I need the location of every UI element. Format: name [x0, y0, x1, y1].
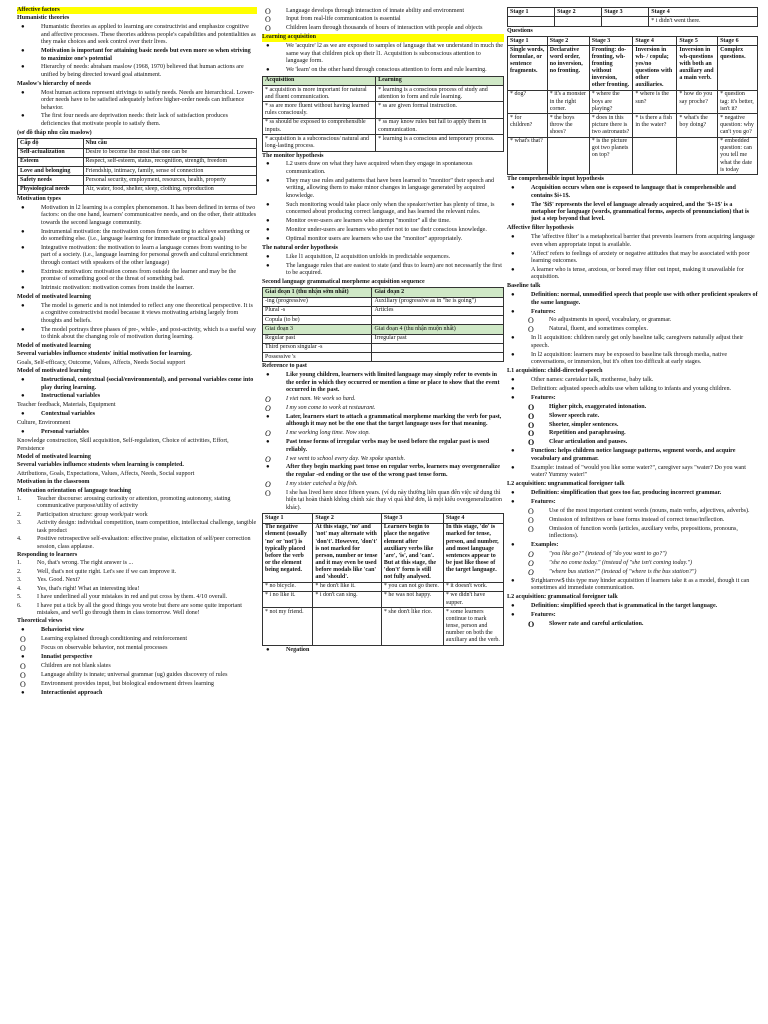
section-heading: Model of motivated learning — [17, 368, 91, 375]
bullet-item: ● Behaviorist view — [17, 627, 257, 634]
bullet-item: ● Negation — [262, 647, 504, 654]
neg-cell: Learners begin to place the negative element after auxiliary verbs like 'are', 'is', and 'can'. But at this stage, the 'don't' form is still not fully analysed. — [381, 523, 443, 582]
q6-cell: * question tag: it's better, isn't it? — [718, 90, 758, 113]
section-heading: Reference to past — [262, 363, 307, 370]
neg-cell: The negative element (usually 'no' or 'not') is typically placed before the verb or the element being negated. — [263, 523, 313, 582]
neg-cell: Stage 4 — [443, 514, 503, 523]
item-text: Yes, that's right! What an interesting idea! — [37, 585, 140, 592]
item-text: Activity design: individual competition, team competition, intellectual challenge, tangible task product — [37, 520, 257, 534]
section-heading: Maslow's hierarchy of needs — [17, 80, 91, 87]
bullet-item: ● Later, learners start to attach a grammatical morpheme marking the verb for past, although it may not be the one that the target language uses for that meaning. — [262, 414, 504, 429]
acq-cell: * learning is a conscious process of study and attention to form and rule learning. — [376, 86, 504, 102]
q4-row — [508, 17, 758, 26]
neg-row — [263, 582, 504, 591]
morph-cell: Third person singular -s — [263, 343, 372, 352]
acq-cell: Learning — [376, 76, 504, 85]
bullet-item: ● L2 users draw on what they have acquired when they engage in spontaneous communication. — [262, 161, 504, 176]
section-heading: Model of motivated learning — [17, 293, 91, 300]
sub-bullet-item: O Omission of function words (articles, auxiliary verbs, prepositions, pronouns, inflections). — [525, 526, 758, 541]
acq-row — [263, 86, 504, 102]
neg-cell: * we didn't have supper. — [443, 591, 503, 607]
q6-cell: Stage 3 — [589, 36, 633, 45]
acq-cell: * acquisition is more important for natural and fluent communication. — [263, 86, 376, 102]
neg-cell: * no bicycle. — [263, 582, 313, 591]
q6-cell: * embedded question: can you tell me what the date is today — [718, 137, 758, 175]
q6-cell: * is there a fish in the water? — [633, 114, 677, 137]
bullet-item: ● Definition: simplification that goes too far, producing incorrect grammar. — [507, 490, 758, 497]
sub-bullet-item: O Environment provides input, but biological endowment drives learning — [17, 681, 257, 688]
item-number: 6. — [17, 602, 22, 609]
sub-bullet-item: O Omission of infinitives or base forms instead of correct tense/inflection. — [525, 517, 758, 524]
acq-cell: * ss should be exposed to comprehensible inputs. — [263, 118, 376, 134]
sub-bullet-item: O I viet nam. We work so hard. — [262, 396, 504, 403]
morph-row — [263, 306, 504, 315]
column-middle — [262, 6, 504, 1020]
sub-bullet-item: O I me working long time. Now stop. — [262, 430, 504, 437]
bullet-item: ● Other names: caretaker talk, motherese, baby talk. — [507, 377, 758, 384]
bullet-item: ● Like young children, learners with limited language may simply refer to events in the order in which they occurred or mention a time or place to show that the event occurred in the past. — [262, 372, 504, 394]
bullet-item: ● Monitor under-users are learners who prefer not to use their conscious knowledge. — [262, 227, 504, 234]
bullet-item: ● The first four needs are deprivation needs: their lack of satisfaction produces deficiencies that motivate people to satisfy them. — [17, 113, 257, 128]
q6-cell: * what's the boy doing? — [677, 114, 718, 137]
item-number: 2. — [17, 511, 22, 518]
bullet-item: ● Hierarchy of needs: abraham maslow (1968, 1970) believed that human actions are unified by being directed toward goal attainment. — [17, 64, 257, 79]
bullet-item: ● A learner who is tense, anxious, or bored may filter out input, making it unavailable for acquisition. — [507, 267, 758, 282]
neg-cell: * some learners continue to mark tense, person and number on both the auxiliary and the verb. — [443, 608, 503, 646]
acq-table — [262, 76, 504, 152]
text-line: Goals, Self-efficacy, Outcome, Values, Affects, Needs Social support — [17, 359, 186, 366]
neg-cell: In this stage, 'do' is marked for tense, person, and number, and most language sentences appear to be just like those of the target language. — [443, 523, 503, 582]
section-heading: L1 acquisition: child-directed speech — [507, 368, 603, 374]
section-heading: Motivation types — [17, 195, 61, 202]
maslow-cell: Esteem — [18, 157, 84, 166]
acq-cell: * acquisition is a subconscious/ natural and long-lasting process. — [263, 135, 376, 151]
q6-cell — [547, 137, 589, 175]
neg-cell: * she don't like rice. — [381, 608, 443, 646]
bullet-item: ● Example: instead of "would you like some water?", caregiver says "water? Do you want water? Yummy water!" — [507, 465, 758, 480]
bullet-item: ● Acquisition occurs when one is exposed to language that is comprehensible and contains $i+1$. — [507, 185, 758, 200]
morph-cell: Regular past — [263, 334, 372, 343]
q6-cell: * what's that? — [508, 137, 548, 175]
bullet-item: ● Function: helps children notice language patterns, segment words, and acquire vocabulary and grammar. — [507, 448, 758, 463]
q6-cell: Inversion in wh-questions with both an auxiliary and a main verb. — [677, 46, 718, 91]
item-text: Participation structure: group work/pair work — [37, 511, 148, 518]
q4-cell: Stage 1 — [508, 8, 555, 17]
acq-cell: * ss may know rules but fail to apply them in communication. — [376, 118, 504, 134]
sub-bullet-item: O I my son come to work at restaurant. — [262, 405, 504, 412]
neg-row — [263, 591, 504, 607]
q4-cell — [602, 17, 649, 26]
sub-bullet-item: O Slower speech rate. — [525, 413, 758, 420]
q6-cell: Declarative word order, no inversion, no fronting. — [547, 46, 589, 91]
morph-row — [263, 334, 504, 343]
bullet-item: ● Humanistic theories as applied to learning are constructivist and emphasize cognitive and affective processes. These theories address people's capabilities and potentialities as they make choices and seek control over their lives. — [17, 24, 257, 46]
item-number: 5. — [17, 594, 22, 601]
sub-bullet-item: O Learning explained through conditioning and reinforcement — [17, 636, 257, 643]
q6-table — [507, 36, 758, 175]
numbered-item — [17, 586, 257, 593]
bullet-item: ● $\rightarrow$ this type may hinder acquisition if learners take it as a model, though it can sometimes aid immediate communication. — [507, 578, 758, 593]
section-heading: (sơ đồ tháp nhu cầu maslow) — [17, 129, 92, 136]
q6-cell: * does in this picture there is two astronauts? — [589, 114, 633, 137]
acq-cell: * ss are given formal instruction. — [376, 102, 504, 118]
item-text: Positive retrospective self-evaluation: effective praise, elicitation of self/peer correction session, class applause. — [37, 536, 251, 550]
morph-row — [263, 343, 504, 352]
neg-cell: * i don't can sing. — [313, 591, 382, 607]
sub-bullet-item: O Children are not blank slates — [17, 663, 257, 670]
maslow-cell: Cấp độ — [18, 139, 84, 148]
morph-cell: Giai đoạn 1 (thu nhận sớm nhất) — [263, 288, 372, 297]
item-number: 1. — [17, 496, 22, 503]
bullet-item: ● Motivation is important for attaining basic needs but even more so when striving to maximize one's potential — [17, 48, 257, 63]
morph-cell: Copula (to be) — [263, 316, 372, 325]
sub-bullet-item: O Natural, fluent, and sometimes complex. — [525, 326, 758, 333]
neg-cell: Stage 3 — [381, 514, 443, 523]
neg-cell — [313, 608, 382, 646]
section-heading: Questions — [507, 27, 533, 34]
bullet-item: ● Interactionist approach — [17, 690, 257, 697]
neg-table — [262, 513, 504, 645]
sub-bullet-item: O "you like go?" (instead of "do you want to go?") — [525, 551, 758, 558]
q4-cell: * i didn't went there. — [649, 17, 758, 26]
q6-cell: Complex questions. — [718, 46, 758, 91]
text-line: Culture, Environment — [17, 420, 71, 427]
acq-row — [263, 76, 504, 85]
neg-cell: * he don't like it. — [313, 582, 382, 591]
bullet-item: ● In l2 acquisition: learners may be exposed to baseline talk through media, native conversations, or immersion, but it's often too difficult at early stages. — [507, 352, 758, 367]
maslow-cell: Love and belonging — [18, 167, 84, 176]
q6-row — [508, 90, 758, 113]
sub-bullet-item: O Language ability is innate; universal grammar (ug) guides discovery of rules — [17, 672, 257, 679]
neg-cell: * you can not go there. — [381, 582, 443, 591]
bullet-item: ● Such monitoring would take place only when the speaker/writer has plenty of time, is concerned about producing correct language, and has learned the relevant rules. — [262, 202, 504, 217]
numbered-item — [17, 536, 257, 551]
acq-cell: * ss are more fluent without having learned rules consciously. — [263, 102, 376, 118]
bullet-item: ● Instrumental motivation: the motivation comes from wanting to achieve something or do something else. (i.e., language learning for immediate or practical goals) — [17, 229, 257, 244]
column-right — [507, 6, 758, 1020]
numbered-item — [17, 560, 257, 567]
q6-cell: * for children? — [508, 114, 548, 137]
morph-cell — [372, 353, 504, 362]
q6-row — [508, 137, 758, 175]
maslow-row — [18, 176, 257, 185]
bullet-item: ● They may use rules and patterns that have been learned to "monitor" their speech and writing, allowing them to make minor changes in language generated by acquired knowledge. — [262, 178, 504, 200]
acq-cell: Acquisition — [263, 76, 376, 85]
bullet-item: ● Integrative motivation: the motivation to learn a language comes from wanting to be part of a society. (i.e., language learning for personal growth and cultural enrichment through contact with speakers of the other language) — [17, 245, 257, 267]
morph-cell: -ing (progressive) — [263, 297, 372, 306]
section-heading: Second language grammatical morpheme acquisition sequence — [262, 278, 425, 285]
section-heading: Humanistic theories — [17, 15, 70, 22]
q6-cell: Single words, formulae, or sentence fragments. — [508, 46, 548, 91]
neg-cell: * not my friend. — [263, 608, 313, 646]
item-number: 1. — [17, 560, 22, 567]
maslow-cell: Friendship, intimacy, family, sense of connection — [83, 167, 257, 176]
morph-row — [263, 353, 504, 362]
section-heading: Several variables influence students' initial motivation for learning. — [17, 351, 192, 358]
numbered-item — [17, 603, 257, 618]
maslow-cell: Personal security, employment, resources, health, property — [83, 176, 257, 185]
item-number: 3. — [17, 520, 22, 527]
sub-bullet-item: O I she has lived here since fifteen years. (ví dụ này thường liên quan đến việc sử dụng thì hiện tại hoàn thành không chính xác thay vì quá khứ đơn, là một kiểu overgeneralization khác). — [262, 490, 504, 512]
neg-cell: Stage 2 — [313, 514, 382, 523]
maslow-row — [18, 139, 257, 148]
q4-cell — [508, 17, 555, 26]
sub-bullet-item: O Higher pitch, exaggerated intonation. — [525, 404, 758, 411]
section-heading: Baseline talk — [507, 283, 541, 290]
item-number: 3. — [17, 577, 22, 584]
numbered-item — [17, 594, 257, 601]
morph-cell: Articles — [372, 306, 504, 315]
sub-bullet-item: O I we went to school every day. We spoke spanish. — [262, 456, 504, 463]
sub-bullet-item: O "where bus station?" (instead of "where is the bus station?") — [525, 569, 758, 576]
item-number: 2. — [17, 568, 22, 575]
numbered-item — [17, 577, 257, 584]
numbered-item — [17, 569, 257, 576]
morph-cell: Plural -s — [263, 306, 372, 315]
numbered-item — [17, 512, 257, 519]
text-line: Attributions, Goals, Expectations, Values, Affects, Needs, Social support — [17, 470, 195, 477]
section-heading: Affective filter hypothesis — [507, 225, 574, 232]
acq-cell: * learning is a conscious and temporary process. — [376, 135, 504, 151]
maslow-cell: Safety needs — [18, 176, 84, 185]
bullet-item: ● Instructional, contextual (social/environmental), and personal variables come into play during learning. — [17, 377, 257, 392]
neg-row — [263, 514, 504, 523]
item-text: I have underlined all your mistakes in red and put cross by them. 4/10 overall. — [37, 594, 228, 601]
morph-row — [263, 316, 504, 325]
q6-cell: * where the boys are playing? — [589, 90, 633, 113]
bullet-item: ● Like l1 acquisition, l2 acquisition unfolds in predictable sequences. — [262, 254, 504, 261]
section-heading: Model of motivated learning — [17, 453, 91, 460]
q6-cell: * how do you say proche? — [677, 90, 718, 113]
sub-bullet-item: O Children learn through thousands of hours of interaction with people and objects — [262, 25, 504, 32]
section-heading: The monitor hypothesis — [262, 152, 324, 159]
morph-cell: Irregular past — [372, 334, 504, 343]
maslow-cell: Air, water, food, shelter, sleep, clothing, reproduction — [83, 185, 257, 194]
bullet-item: ● Monitor over-users are learners who attempt "monitor" all the time. — [262, 218, 504, 225]
section-heading: L2 acquisition: grammatical foreigner talk — [507, 593, 618, 600]
bullet-item: ● Definition: normal, unmodified speech that people use with other proficient speakers of the same language. — [507, 292, 758, 307]
morph-row — [263, 297, 504, 306]
neg-row — [263, 608, 504, 646]
maslow-row — [18, 185, 257, 194]
q4-cell: Stage 2 — [555, 8, 602, 17]
bullet-item: ● Features: — [507, 612, 758, 619]
morph-cell: Auxiliary (progressive as in "he is going") — [372, 297, 504, 306]
numbered-item — [17, 520, 257, 535]
q6-cell: * the boys throw the shoes? — [547, 114, 589, 137]
morph-cell: Possessive 's — [263, 353, 372, 362]
text-line: Teacher feedback, Materials, Equipment — [17, 402, 116, 409]
acq-row — [263, 102, 504, 118]
morph-table — [262, 287, 504, 362]
section-heading: Motivation orientation of language teaching — [17, 487, 132, 494]
q6-cell: Stage 1 — [508, 36, 548, 45]
neg-cell: Stage 1 — [263, 514, 313, 523]
maslow-cell: Respect, self-esteem, status, recognition, strength, freedom — [83, 157, 257, 166]
section-heading: L2 acquisition: ungrammatical foreigner talk — [507, 480, 625, 487]
bullet-item: ● Features: — [507, 499, 758, 506]
q6-row — [508, 46, 758, 91]
bullet-item: ● Extrinsic motivation: motivation comes from outside the learner and may be the promise of something good or the threat of something bad. — [17, 269, 257, 284]
item-number: 4. — [17, 536, 22, 543]
section-heading: Motivation in the classroom — [17, 479, 90, 486]
bullet-item: ● Features: — [507, 395, 758, 402]
maslow-row — [18, 157, 257, 166]
item-text: No, that's wrong. The right answer is ... — [37, 560, 134, 567]
q6-cell: Stage 5 — [677, 36, 718, 45]
q6-cell — [677, 137, 718, 175]
q4-cell: Stage 4 — [649, 8, 758, 17]
morph-cell: Giai đoạn 4 (thu nhận muộn nhất) — [372, 325, 504, 334]
maslow-cell: Nhu cầu — [83, 139, 257, 148]
sub-bullet-item: O Language develops through interaction of innate ability and environment — [262, 8, 504, 15]
column-left — [17, 6, 257, 1020]
q6-cell: Fronting: do-fronting, wh-fronting without inversion, other fronting. — [589, 46, 633, 91]
neg-row — [263, 523, 504, 582]
q6-cell — [633, 137, 677, 175]
bullet-item: ● The language rules that are easiest to state (and thus to learn) are not necessarily the first to be acquired. — [262, 263, 504, 278]
sub-bullet-item: O Focus on observable behavior, not mental processes — [17, 645, 257, 652]
bullet-item: ● Features: — [507, 309, 758, 316]
morph-cell — [372, 343, 504, 352]
bullet-item: ● Definition: simplified speech that is grammatical in the target language. — [507, 603, 758, 610]
item-text: Teacher discourse: arousing curiosity or attention, promoting autonomy, stating communicative purpose/utility of activity — [37, 496, 231, 510]
bullet-item: ● Contextual variables — [17, 411, 257, 418]
q6-row — [508, 36, 758, 45]
neg-cell: * i no like it. — [263, 591, 313, 607]
q6-cell: * where is the sun? — [633, 90, 677, 113]
q6-cell: Stage 2 — [547, 36, 589, 45]
q4-cell: Stage 3 — [602, 8, 649, 17]
neg-cell: * he was not happy. — [381, 591, 443, 607]
sub-bullet-item: O Input from real-life communication is essential — [262, 16, 504, 23]
sub-bullet-item: O "she no come today." (instead of "she isn't coming today.") — [525, 560, 758, 567]
bullet-item: ● Most human actions represent strivings to satisfy needs. Needs are hierarchical. Lower-order needs have to be satisfied adequately before higher-order needs can influence behavior. — [17, 90, 257, 112]
maslow-cell: Self-actualization — [18, 148, 84, 157]
bullet-item: ● After they begin marking past tense on regular verbs, learners may overgeneralize the regular -ed ending or the use of the wrong past tense form. — [262, 464, 504, 479]
section-heading: Theoretical views — [17, 618, 63, 625]
morph-row — [263, 288, 504, 297]
neg-cell: * it doesn't work. — [443, 582, 503, 591]
acq-row — [263, 135, 504, 151]
q4-table — [507, 7, 758, 27]
q4-row — [508, 8, 758, 17]
maslow-row — [18, 167, 257, 176]
neg-cell: At this stage, 'no' and 'not' may alternate with 'don't'. However, 'don't' is not marked for person, number or tense and it may even be used before modals like 'can' and 'should'. — [313, 523, 382, 582]
bullet-item: ● The model is generic and is not intended to reflect any one theoretical perspective. It is a cognitive constructivist model because it views motivating arising largely from thoughts and beliefs. — [17, 303, 257, 325]
bullet-item: ● Definition: adjusted speech adults use when talking to infants and young children. — [507, 386, 758, 393]
maslow-table — [17, 138, 257, 195]
bullet-item: ● Personal variables — [17, 429, 257, 436]
bullet-item: ● Past tense forms of irregular verbs may be used before the regular past is used reliably. — [262, 439, 504, 454]
section-heading: Learning acquisition — [262, 34, 504, 41]
bullet-item: ● Intrinsic motivation: motivation comes from inside the learner. — [17, 285, 257, 292]
acq-row — [263, 118, 504, 134]
q6-cell: Inversion in wh- / copula; yes/no questions with other auxiliaries. — [633, 46, 677, 91]
bullet-item: ● Instructional variables — [17, 393, 257, 400]
bullet-item: ● Examples: — [507, 542, 758, 549]
text-line: Knowledge construction, Skill acquisition, Self-regulation, Choice of activities, Effort, Persistence — [17, 438, 229, 452]
morph-cell: Giai đoạn 3 — [263, 325, 372, 334]
numbered-item — [17, 496, 257, 511]
sub-bullet-item: O Clear articulation and pauses. — [525, 439, 758, 446]
section-heading: Affective factors — [17, 7, 257, 14]
morph-cell: Giai đoạn 2 — [372, 288, 504, 297]
q6-cell: * it's a monster in the right corner. — [547, 90, 589, 113]
item-text: I have put a tick by all the good things you wrote but there are some quite important mistakes, and we'll go through them in class tomorrow. Well done! — [37, 602, 242, 616]
sub-bullet-item: O Slower rate and careful articulation. — [525, 621, 758, 628]
item-text: Yes. Good. Next? — [37, 577, 81, 584]
section-heading: The natural order hypothesis — [262, 244, 338, 251]
q6-cell: * is the picture got two planets on top? — [589, 137, 633, 175]
sub-bullet-item: O Repetition and paraphrasing. — [525, 430, 758, 437]
bullet-item: ● In l1 acquisition: children rarely get only baseline talk; caregivers naturally adjust their speech. — [507, 335, 758, 350]
q6-cell: Stage 4 — [633, 36, 677, 45]
bullet-item: ● Optimal monitor users are learners who use the "monitor" appropriately. — [262, 236, 504, 243]
morph-cell — [372, 316, 504, 325]
bullet-item: ● Motivation in l2 learning is a complex phenomenon. It has been defined in terms of two factors: on the one hand, learners' communicative needs, and on the other, their attitudes towards the second language community. — [17, 205, 257, 227]
morph-row — [263, 325, 504, 334]
item-text: Well, that's not quite right. Let's see if we can improve it. — [37, 568, 177, 575]
maslow-cell: Physiological needs — [18, 185, 84, 194]
section-heading: Model of motivated learning — [17, 342, 91, 349]
bullet-item: ● Innatist perspective — [17, 654, 257, 661]
sub-bullet-item: O No adjustments in speed, vocabulary, or grammar. — [525, 317, 758, 324]
section-heading: Responding to learners — [17, 551, 78, 558]
maslow-row — [18, 148, 257, 157]
sub-bullet-item: O I my sister catched a big fish. — [262, 481, 504, 488]
q6-cell: * negative question: why can't you go? — [718, 114, 758, 137]
maslow-cell: Desire to become the most that one can be — [83, 148, 257, 157]
q6-row — [508, 114, 758, 137]
bullet-item: ● We 'learn' on the other hand through conscious attention to form and rule learning. — [262, 67, 504, 74]
section-heading: The comprehensible input hypothesis — [507, 176, 604, 183]
bullet-item: ● The 'affective filter' is a metaphorical barrier that prevents learners from acquiring language even when appropriate input is available. — [507, 234, 758, 249]
q6-cell: * dog? — [508, 90, 548, 113]
sub-bullet-item: O Use of the most important content words (nouns, main verbs, adjectives, adverbs). — [525, 508, 758, 515]
bullet-item: ● The model portrays three phases of pre-, while-, and post-activity, which is a useful way to think about the changing role of motivation during learning. — [17, 327, 257, 342]
section-heading: Several variables influence students when learning is completed. — [17, 462, 184, 469]
q4-cell — [555, 17, 602, 26]
sub-bullet-item: O Shorter, simpler sentences. — [525, 422, 758, 429]
bullet-item: ● We 'acquire' l2 as we are exposed to samples of language that we understand in much the same way that children pick up their l1. Acquisition is subconscious attention to language form. — [262, 43, 504, 65]
q6-cell: Stage 6 — [718, 36, 758, 45]
bullet-item: ● 'Affect' refers to feelings of anxiety or negative attitudes that may be associated with poor learning outcomes. — [507, 251, 758, 266]
item-number: 4. — [17, 585, 22, 592]
bullet-item: ● The '$i$' represents the level of language already acquired, and the '$+1$' is a metaphor for language (words, grammatical forms, aspects of pronunciation) that is just a step beyond that level. — [507, 202, 758, 224]
